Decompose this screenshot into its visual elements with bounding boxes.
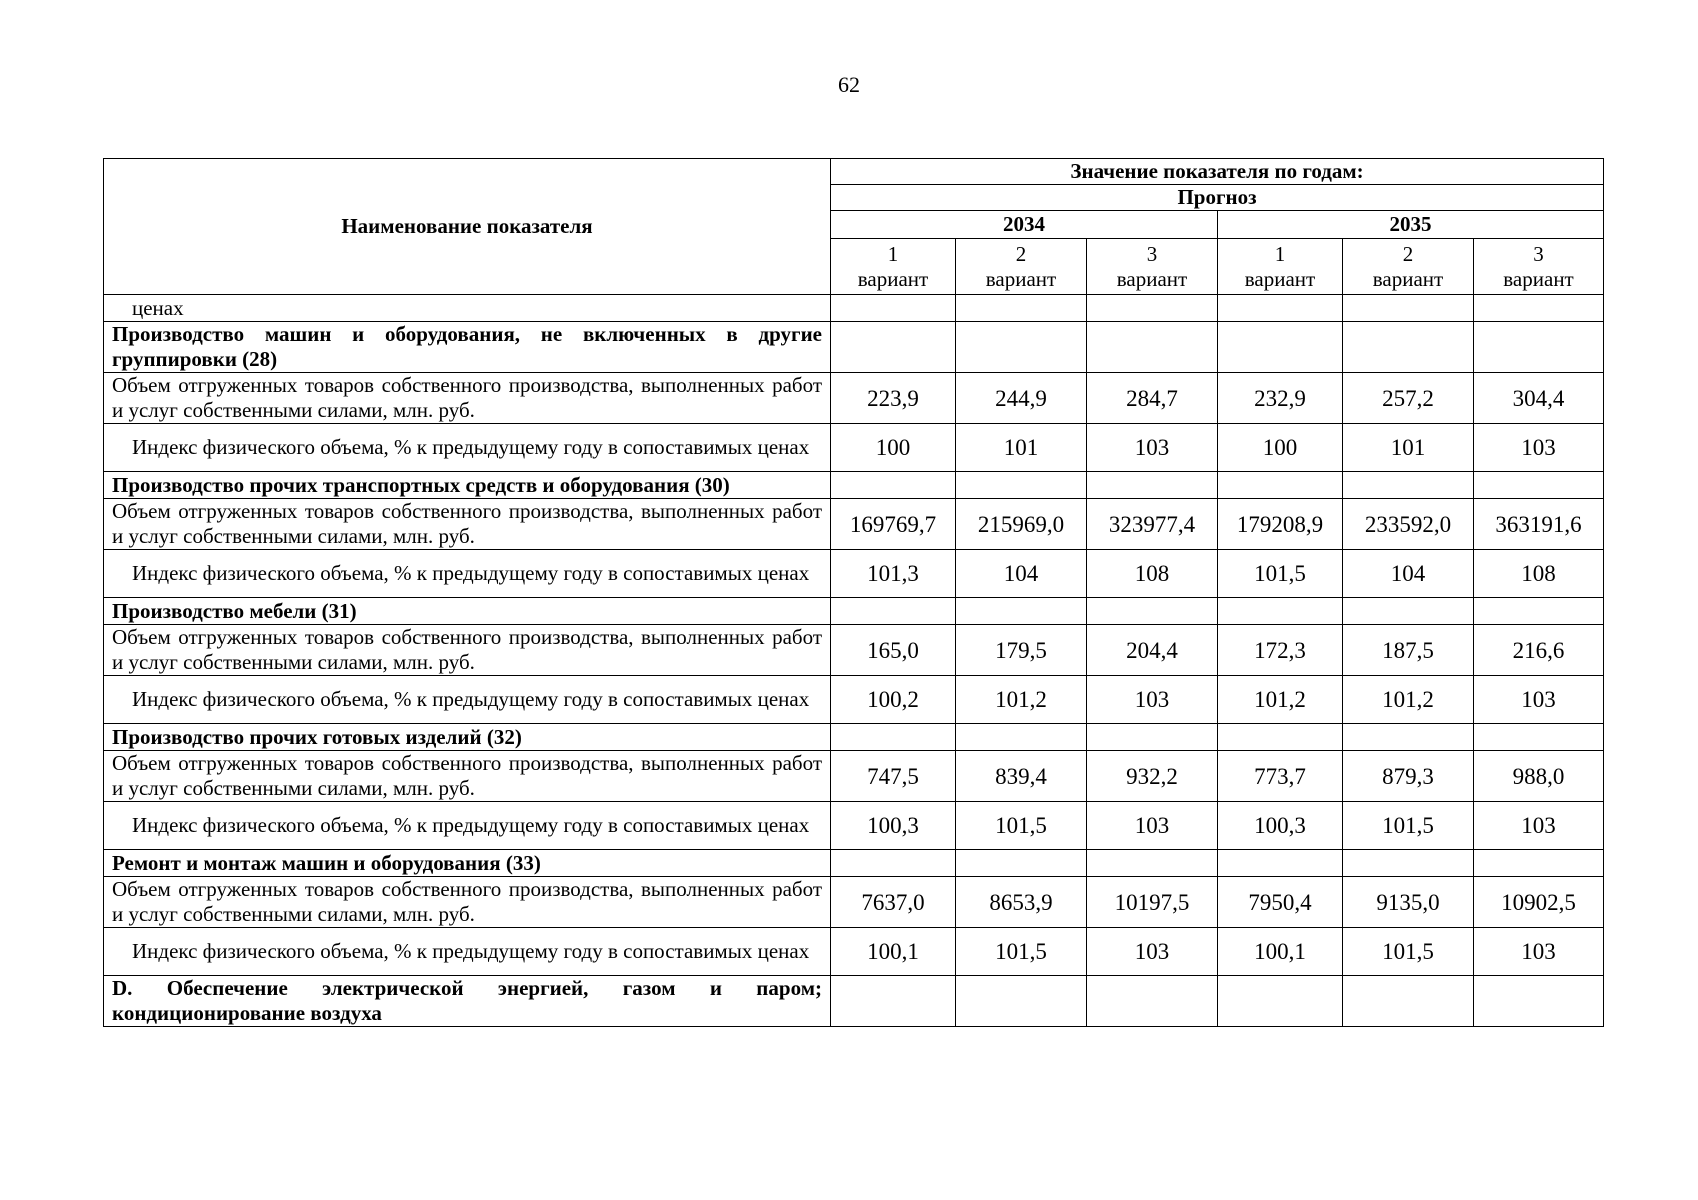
table-row: [104, 976, 1604, 1027]
value-cell: 101,5: [1218, 550, 1343, 598]
value-cell: [1343, 850, 1474, 877]
value-cell: [831, 472, 956, 499]
value-cell: 7637,0: [831, 877, 956, 928]
row-label: Объем отгруженных товаров собственного производства, выполненных работ и услуг собственными силами, млн. руб.: [104, 877, 831, 928]
value-cell: [1474, 850, 1604, 877]
value-cell: [1087, 850, 1218, 877]
value-cell: [1343, 322, 1474, 373]
value-cell: 215969,0: [956, 499, 1087, 550]
table-row: [104, 322, 1604, 373]
value-cell: [1474, 322, 1604, 373]
value-cell: [1343, 472, 1474, 499]
row-label: Индекс физического объема, % к предыдущему году в сопоставимых ценах: [104, 550, 831, 598]
variant-word: вариант: [857, 266, 929, 291]
value-cell: [1218, 598, 1343, 625]
header-indicator-name: Наименование показателя: [104, 159, 831, 295]
value-cell: 101,5: [1343, 928, 1474, 976]
row-label: Объем отгруженных товаров собственного производства, выполненных работ и услуг собственными силами, млн. руб.: [104, 751, 831, 802]
value-cell: 100,3: [831, 802, 956, 850]
table-row: [104, 598, 1604, 625]
value-cell: 839,4: [956, 751, 1087, 802]
variant-word: вариант: [1244, 266, 1316, 291]
value-cell: [1218, 724, 1343, 751]
value-cell: [956, 976, 1087, 1027]
value-cell: [1087, 598, 1218, 625]
indicator-table: [103, 158, 1604, 1027]
value-cell: [831, 295, 956, 322]
value-cell: 103: [1474, 802, 1604, 850]
variant-number: 3: [1533, 241, 1544, 266]
value-cell: 100,1: [831, 928, 956, 976]
table-row: [104, 676, 1604, 724]
header-forecast: Прогноз: [831, 185, 1604, 211]
variant-number: 3: [1146, 241, 1158, 266]
value-cell: 101,5: [1343, 802, 1474, 850]
value-cell: [1474, 724, 1604, 751]
value-cell: 10197,5: [1087, 877, 1218, 928]
value-cell: [831, 322, 956, 373]
value-cell: 100: [831, 424, 956, 472]
value-cell: 179208,9: [1218, 499, 1343, 550]
value-cell: 104: [1343, 550, 1474, 598]
value-cell: [1343, 976, 1474, 1027]
value-cell: 103: [1474, 424, 1604, 472]
value-cell: 103: [1087, 424, 1218, 472]
value-cell: 216,6: [1474, 625, 1604, 676]
row-label: Производство прочих транспортных средств и оборудования (30): [104, 472, 831, 499]
value-cell: 187,5: [1343, 625, 1474, 676]
value-cell: 169769,7: [831, 499, 956, 550]
row-label: Ремонт и монтаж машин и оборудования (33): [104, 850, 831, 877]
variant-word: вариант: [1116, 266, 1188, 291]
table-row: [104, 877, 1604, 928]
variant-number: 1: [887, 241, 899, 266]
value-cell: 204,4: [1087, 625, 1218, 676]
table-header: [104, 159, 1604, 295]
value-cell: 232,9: [1218, 373, 1343, 424]
row-label: Индекс физического объема, % к предыдущему году в сопоставимых ценах: [104, 676, 831, 724]
value-cell: 101: [1343, 424, 1474, 472]
table-row: [104, 928, 1604, 976]
value-cell: [1474, 472, 1604, 499]
header-values-title: Значение показателя по годам:: [831, 159, 1604, 185]
value-cell: 101,5: [956, 802, 1087, 850]
table-row: [104, 373, 1604, 424]
header-variant: [1474, 239, 1604, 295]
table-row: [104, 295, 1604, 322]
value-cell: 100,2: [831, 676, 956, 724]
value-cell: 101,2: [956, 676, 1087, 724]
value-cell: 108: [1474, 550, 1604, 598]
value-cell: [831, 850, 956, 877]
value-cell: 8653,9: [956, 877, 1087, 928]
value-cell: [1087, 472, 1218, 499]
table-row: [104, 550, 1604, 598]
variant-word: вариант: [1503, 266, 1574, 291]
value-cell: 104: [956, 550, 1087, 598]
value-cell: [1218, 295, 1343, 322]
value-cell: 244,9: [956, 373, 1087, 424]
value-cell: [1474, 598, 1604, 625]
table-row: [104, 802, 1604, 850]
value-cell: 284,7: [1087, 373, 1218, 424]
value-cell: [956, 295, 1087, 322]
page-number: 62: [838, 72, 860, 97]
value-cell: 7950,4: [1218, 877, 1343, 928]
value-cell: 103: [1087, 802, 1218, 850]
value-cell: [956, 472, 1087, 499]
table-body: [104, 295, 1604, 1027]
row-label: Объем отгруженных товаров собственного производства, выполненных работ и услуг собственными силами, млн. руб.: [104, 499, 831, 550]
value-cell: [1474, 295, 1604, 322]
table-row: [104, 751, 1604, 802]
header-year-2034: 2034: [831, 211, 1218, 239]
value-cell: 257,2: [1343, 373, 1474, 424]
table-row: [104, 625, 1604, 676]
variant-word: вариант: [985, 266, 1057, 291]
row-label: Индекс физического объема, % к предыдущему году в сопоставимых ценах: [104, 424, 831, 472]
variant-number: 1: [1274, 241, 1286, 266]
value-cell: 879,3: [1343, 751, 1474, 802]
table-row: [104, 724, 1604, 751]
value-cell: 773,7: [1218, 751, 1343, 802]
value-cell: [831, 598, 956, 625]
table-row: [104, 850, 1604, 877]
variant-number: 2: [1015, 241, 1027, 266]
value-cell: [1343, 295, 1474, 322]
table-row: [104, 499, 1604, 550]
row-label: Производство прочих готовых изделий (32): [104, 724, 831, 751]
header-variant: [1087, 239, 1218, 295]
value-cell: [956, 322, 1087, 373]
value-cell: [956, 850, 1087, 877]
header-variant: [1218, 239, 1343, 295]
value-cell: 103: [1474, 928, 1604, 976]
value-cell: 165,0: [831, 625, 956, 676]
header-year-2035: 2035: [1218, 211, 1604, 239]
value-cell: 101: [956, 424, 1087, 472]
row-label: Производство мебели (31): [104, 598, 831, 625]
value-cell: [1087, 295, 1218, 322]
row-label: Объем отгруженных товаров собственного производства, выполненных работ и услуг собственными силами, млн. руб.: [104, 373, 831, 424]
value-cell: [1087, 322, 1218, 373]
header-variant: [956, 239, 1087, 295]
value-cell: [831, 976, 956, 1027]
value-cell: 101,2: [1218, 676, 1343, 724]
value-cell: 179,5: [956, 625, 1087, 676]
value-cell: [1087, 976, 1218, 1027]
value-cell: [1474, 976, 1604, 1027]
variant-number: 2: [1402, 241, 1414, 266]
value-cell: 932,2: [1087, 751, 1218, 802]
value-cell: 100,3: [1218, 802, 1343, 850]
value-cell: 363191,6: [1474, 499, 1604, 550]
table-row: [104, 472, 1604, 499]
value-cell: [1343, 598, 1474, 625]
value-cell: 9135,0: [1343, 877, 1474, 928]
row-label: Индекс физического объема, % к предыдущему году в сопоставимых ценах: [104, 802, 831, 850]
value-cell: 108: [1087, 550, 1218, 598]
variant-word: вариант: [1372, 266, 1444, 291]
value-cell: 101,5: [956, 928, 1087, 976]
value-cell: 747,5: [831, 751, 956, 802]
row-label: ценах: [104, 295, 831, 322]
value-cell: 101,2: [1343, 676, 1474, 724]
value-cell: 100,1: [1218, 928, 1343, 976]
header-variant: [831, 239, 956, 295]
value-cell: 304,4: [1474, 373, 1604, 424]
value-cell: 172,3: [1218, 625, 1343, 676]
value-cell: [1218, 976, 1343, 1027]
value-cell: 988,0: [1474, 751, 1604, 802]
value-cell: 103: [1474, 676, 1604, 724]
value-cell: [956, 724, 1087, 751]
value-cell: [1218, 322, 1343, 373]
value-cell: 100: [1218, 424, 1343, 472]
header-variant: [1343, 239, 1474, 295]
value-cell: 233592,0: [1343, 499, 1474, 550]
value-cell: [1218, 472, 1343, 499]
value-cell: [956, 598, 1087, 625]
table-row: [104, 424, 1604, 472]
value-cell: 101,3: [831, 550, 956, 598]
value-cell: [1343, 724, 1474, 751]
value-cell: 10902,5: [1474, 877, 1604, 928]
value-cell: 103: [1087, 676, 1218, 724]
row-label: Индекс физического объема, % к предыдущему году в сопоставимых ценах: [104, 928, 831, 976]
value-cell: 223,9: [831, 373, 956, 424]
row-label: D. Обеспечение электрической энергией, газом и паром; кондиционирование воздуха: [104, 976, 831, 1027]
value-cell: [1218, 850, 1343, 877]
row-label: Производство машин и оборудования, не включенных в другие группировки (28): [104, 322, 831, 373]
value-cell: [1087, 724, 1218, 751]
row-label: Объем отгруженных товаров собственного производства, выполненных работ и услуг собственными силами, млн. руб.: [104, 625, 831, 676]
value-cell: [831, 724, 956, 751]
value-cell: 103: [1087, 928, 1218, 976]
value-cell: 323977,4: [1087, 499, 1218, 550]
